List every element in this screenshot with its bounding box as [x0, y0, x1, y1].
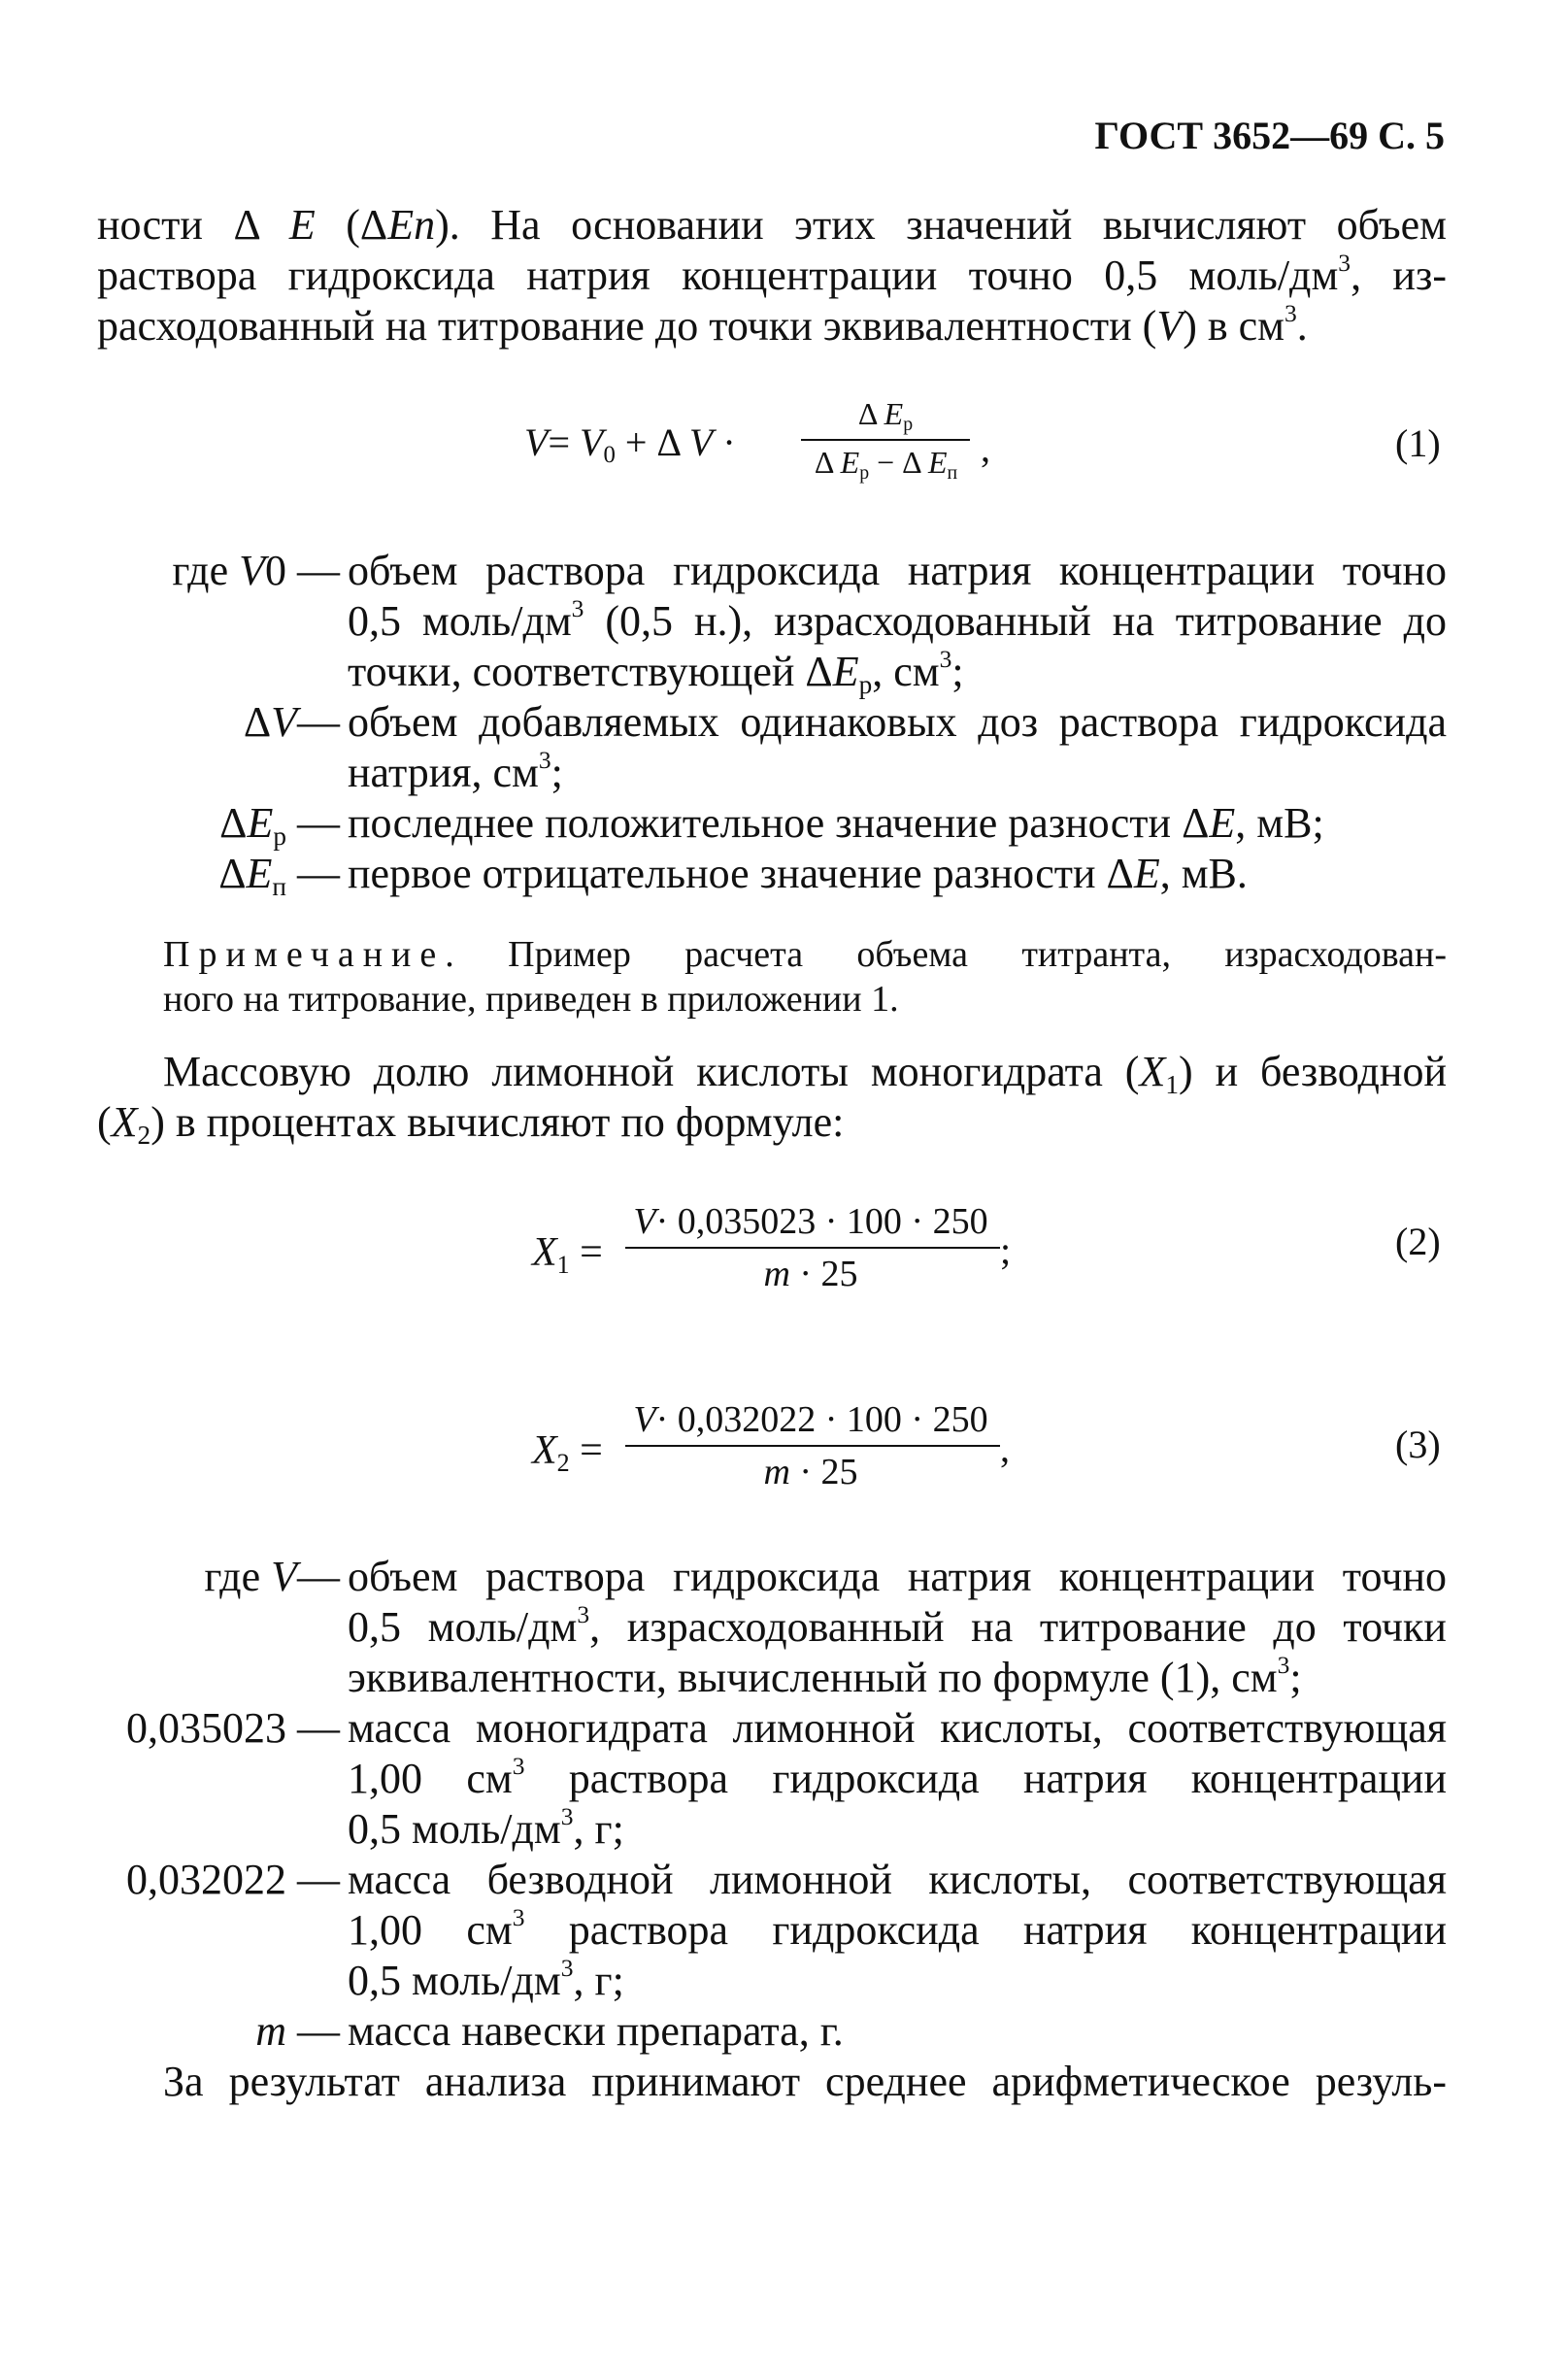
def-den-term: $\Delta E_п$ —	[218, 850, 340, 902]
def-c1-line-3: 0,5 моль/$дм^3$, г;	[348, 1801, 624, 1853]
def-v0-line-3: точки, соответствующей $\Delta E_p$, $см^3$;	[348, 644, 964, 700]
page-header	[1094, 111, 1445, 161]
formula-2-denominator: m · 25	[763, 1254, 858, 1294]
def-c1-term: 0,035023 —	[126, 1704, 340, 1752]
def-c2-line-2: 1,00 $см^3$ раствора гидроксида натрия концентрации	[348, 1902, 1448, 1954]
note-label: Примечание	[163, 934, 446, 975]
intro-line-2: раствора гидроксида натрия концентрации точно 0,5 моль/$дм^3$, из-	[97, 248, 1447, 299]
def-c2-line-1: масса безводной лимонной кислоты, соответствующая	[348, 1856, 1447, 1903]
def-dv-line-2: натрия, $см^3$;	[348, 745, 563, 796]
def-dv-term: ΔV—	[243, 698, 340, 746]
formula-1-fraction-bar	[801, 439, 970, 441]
standard-number: ГОСТ 3652—69	[1094, 114, 1369, 157]
note-line-1: Примечание. Пример расчета объема титранта, израсходован-	[163, 934, 1447, 975]
def-c2-term: 0,032022 —	[126, 1856, 340, 1903]
formula-3-denominator: m · 25	[763, 1452, 858, 1492]
para2-line-2: $(X_2)$ в процентах вычисляют по формуле:	[97, 1098, 845, 1151]
formula-2-lhs: $X_1$ =	[532, 1230, 603, 1279]
def-v0-term: где V0 —	[172, 547, 340, 594]
formula-3-fraction-bar	[625, 1445, 1000, 1447]
def-dep-term: $\Delta E_p$ —	[219, 799, 340, 852]
def-dv-line-1: объем добавляемых одинаковых доз раствора гидроксида	[348, 698, 1447, 746]
def-v-line-2: 0,5 моль/$дм^3$, израсходованный на титрование до точки	[348, 1599, 1447, 1651]
def-den-line-1: первое отрицательное значение разности ΔE, мВ.	[348, 850, 1248, 897]
formula-1-comma: ,	[981, 426, 990, 470]
page-number: С. 5	[1378, 114, 1445, 157]
def-dep-line-1: последнее положительное значение разности ΔE, мВ;	[348, 799, 1324, 847]
def-v-term: где V—	[204, 1553, 340, 1600]
formula-3-comma: ,	[1000, 1426, 1010, 1470]
def-m-line-1: масса навески препарата, г.	[348, 2007, 844, 2055]
para2-line-1: Массовую долю лимонной кислоты моногидрата $(X_1)$ и безводной	[163, 1048, 1448, 1100]
formula-3-number: (3)	[1395, 1423, 1441, 1466]
def-v-line-3: эквивалентности, вычисленный по формуле (1), $см^3$;	[348, 1650, 1302, 1701]
formula-2-numerator: V· 0,035023 · 100 · 250	[633, 1201, 988, 1242]
formula-2-number: (2)	[1395, 1220, 1441, 1263]
note-line-2: ного на титрование, приведен в приложении 1.	[163, 979, 899, 1020]
formula-3-numerator: V· 0,032022 · 100 · 250	[633, 1399, 988, 1440]
def-c1-line-2: 1,00 $см^3$ раствора гидроксида натрия концентрации	[348, 1751, 1448, 1802]
def-v-line-1: объем раствора гидроксида натрия концентрации точно	[348, 1553, 1447, 1600]
formula-2-fraction-bar	[625, 1247, 1000, 1249]
def-c2-line-3: 0,5 моль/$дм^3$, г;	[348, 1953, 624, 2004]
def-v0-line-1: объем раствора гидроксида натрия концентрации точно	[348, 547, 1447, 594]
intro-line-3: расходованный на титрование до точки эквивалентности (V) в $см^3$.	[97, 298, 1308, 350]
formula-3-lhs: $X_2$ =	[532, 1428, 603, 1477]
formula-1-numerator: Δ $E_p$	[857, 396, 914, 435]
def-v0-line-2: 0,5 моль/$дм^3$ (0,5 н.), израсходованный на титрование до	[348, 593, 1447, 645]
formula-2-semicolon: ;	[1000, 1228, 1012, 1272]
final-line: За результат анализа принимают среднее арифметическое резуль-	[163, 2058, 1447, 2105]
def-c1-line-1: масса моногидрата лимонной кислоты, соответствующая	[348, 1704, 1447, 1752]
def-m-term: m —	[255, 2007, 340, 2055]
formula-1-number: (1)	[1395, 421, 1441, 465]
intro-line-1: ности Δ E (ΔEп). На основании этих значений вычисляют объем	[97, 201, 1448, 249]
formula-1-lhs: $V= V_0 + \Delta$ V ·	[524, 420, 736, 469]
formula-1-denominator: Δ $E_p - \Delta$ $E_п$	[814, 445, 958, 484]
